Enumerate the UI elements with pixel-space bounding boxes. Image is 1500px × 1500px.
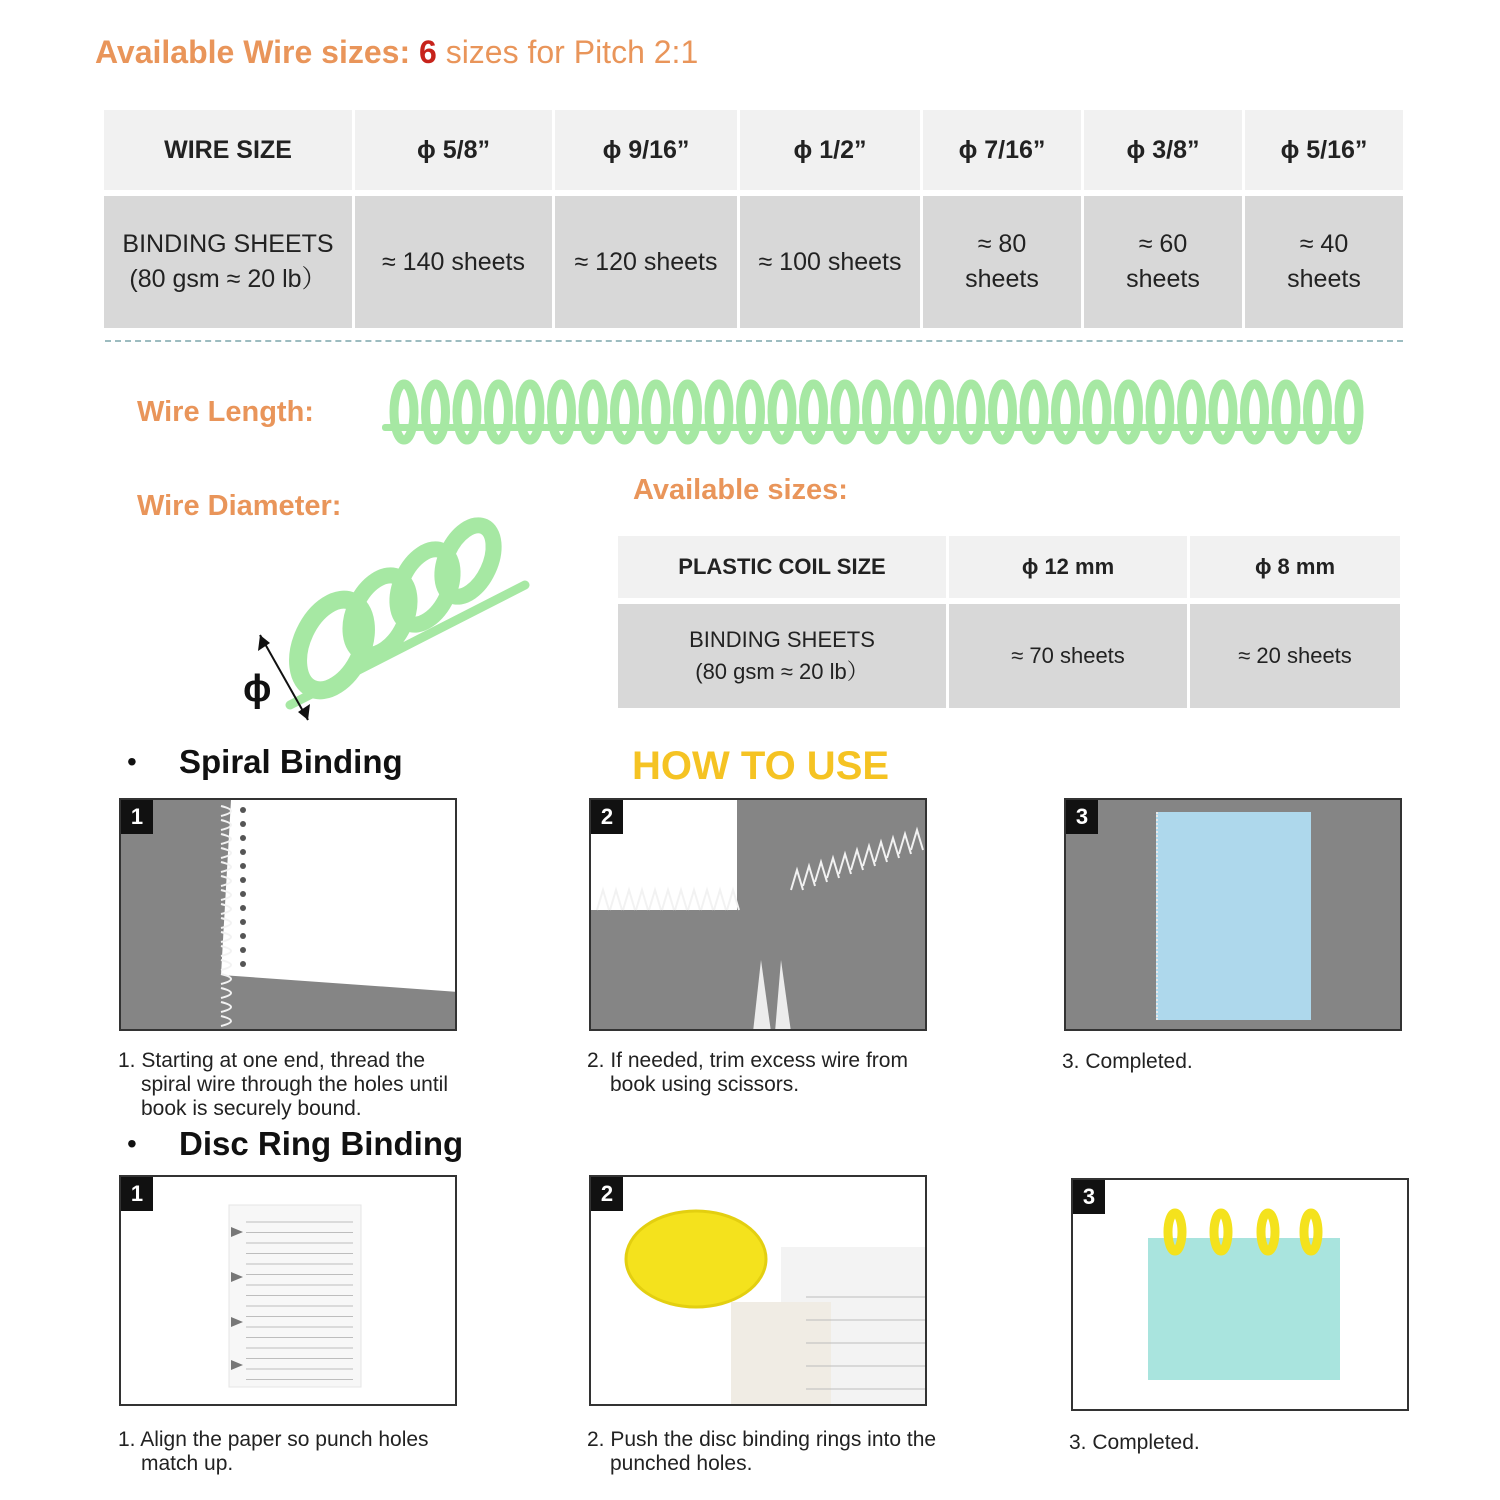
disc-ring: [626, 1211, 766, 1307]
row-label-line: BINDING SHEETS: [689, 627, 875, 652]
table-cell: [1245, 196, 1403, 328]
table-row: [104, 196, 1403, 328]
punch-hole: [240, 877, 246, 883]
step-number: 3: [1066, 800, 1098, 834]
cell-line: ≈ 140 sheets: [382, 247, 525, 276]
cell-line: ≈ 120 sheets: [574, 247, 718, 276]
disc-ring-and-paper: [591, 1177, 927, 1406]
coil-ring: [898, 384, 918, 440]
cell-line: sheets: [1287, 265, 1361, 293]
spiral-loop: [863, 846, 875, 866]
phi-symbol: ϕ: [243, 668, 272, 710]
coil-ring: [489, 384, 509, 440]
coil-ring: [457, 384, 477, 440]
coil-wire-illustration: [380, 372, 1370, 452]
punch-hole: [240, 821, 246, 827]
spiral-step-3-caption: [1062, 1050, 1362, 1074]
coil-ring: [867, 384, 887, 440]
caption-line: 3. Completed.: [1062, 1050, 1193, 1073]
cell-line: ≈ 40: [1299, 230, 1349, 258]
coil-ring: [678, 384, 698, 440]
header-cell: ϕ 12 mm: [949, 536, 1187, 598]
disc-step-2-image: [589, 1175, 927, 1406]
spiral-loop: [851, 850, 863, 870]
coil-ring: [804, 384, 824, 440]
caption-line: 2. If needed, trim excess wire from: [587, 1049, 908, 1072]
coil-ring: [1087, 384, 1107, 440]
coil-rings: [394, 384, 1359, 440]
step-number: 1: [121, 1177, 153, 1211]
row-label: [618, 604, 946, 708]
caption-line: match up.: [141, 1452, 234, 1475]
wire-size-table: [101, 104, 1406, 334]
punch-hole: [240, 933, 246, 939]
coil-ring: [741, 384, 761, 440]
header-cell: WIRE SIZE: [104, 110, 352, 190]
page-title: [95, 34, 698, 71]
spiral-loop: [887, 838, 899, 858]
row-label-line: BINDING SHEETS: [122, 230, 334, 258]
coil-ring: [772, 384, 792, 440]
spiral-loop: [221, 806, 231, 816]
coil-ring: [930, 384, 950, 440]
punch-hole: [240, 891, 246, 897]
coil-ring: [1056, 384, 1076, 440]
coil-ring: [1182, 384, 1202, 440]
cell-line: sheets: [965, 265, 1039, 293]
coil-ring: [835, 384, 855, 440]
caption-line: 1. Align the paper so punch holes: [118, 1428, 429, 1451]
table-cell: [740, 196, 920, 328]
spiral-loop: [221, 988, 231, 998]
row-label: [104, 196, 352, 328]
punch-hole: [240, 863, 246, 869]
header-cell: ϕ 9/16”: [555, 110, 737, 190]
coil-ring: [1308, 384, 1328, 440]
disc-step-1-caption: [118, 1428, 498, 1476]
caption-line: punched holes.: [610, 1452, 753, 1475]
disc-ring-binding-title: Disc Ring Binding: [179, 1125, 464, 1162]
coil-ring: [961, 384, 981, 440]
coil-diameter-illustration: [240, 515, 540, 725]
caption-line: spiral wire through the holes until: [141, 1073, 449, 1096]
coil-ring: [1339, 384, 1359, 440]
punch-hole: [240, 849, 246, 855]
step-number: 2: [591, 800, 623, 834]
caption-line: 2. Push the disc binding rings into the: [587, 1428, 937, 1451]
table-cell: ≈ 20 sheets: [1190, 604, 1400, 708]
scissors-blade: [753, 960, 771, 1031]
row-label-line: (80 gsm ≈ 20 lb）: [129, 265, 327, 293]
coil-ring: [432, 517, 504, 604]
spiral-step-1-image: [119, 798, 457, 1031]
header-cell: PLASTIC COIL SIZE: [618, 536, 946, 598]
cell-line: ≈ 80: [977, 230, 1027, 258]
cell-line: ≈ 60: [1138, 230, 1188, 258]
coil-ring: [1024, 384, 1044, 440]
blue-notebook: [1156, 812, 1311, 1020]
step-number: 3: [1073, 1180, 1105, 1214]
coil-ring: [1213, 384, 1233, 440]
coil-ring: [1150, 384, 1170, 440]
table-header-row: [104, 110, 1403, 190]
spiral-step-1-caption: [118, 1049, 498, 1121]
table-cell: [1084, 196, 1242, 328]
spiral-step-2-image: [589, 798, 927, 1031]
header-cell: ϕ 5/8”: [355, 110, 552, 190]
coil-ring: [993, 384, 1013, 440]
punch-hole: [240, 835, 246, 841]
table-row: [618, 604, 1400, 708]
paper-and-scissors: [591, 800, 927, 1031]
spiral-loop: [221, 1002, 231, 1012]
step-number: 2: [591, 1177, 623, 1211]
coil-ring: [1276, 384, 1296, 440]
cell-line: ≈ 100 sheets: [758, 247, 902, 276]
spiral-loop: [839, 854, 851, 874]
table-cell: [355, 196, 552, 328]
spiral-binding-title: Spiral Binding: [179, 743, 403, 780]
coil-ring: [394, 384, 414, 440]
coil-ring: [646, 384, 666, 440]
table-cell: ≈ 70 sheets: [949, 604, 1187, 708]
spiral-loop: [221, 1016, 231, 1026]
notebook-spiral: [1156, 812, 1162, 1020]
punch-hole: [240, 947, 246, 953]
title-suffix: sizes for Pitch 2:1: [445, 34, 699, 70]
disc-ring: [1304, 1213, 1318, 1251]
disc-step-3-image: [1071, 1178, 1409, 1411]
caption-line: book is securely bound.: [141, 1097, 362, 1120]
disc-ring: [1168, 1213, 1182, 1251]
paper-with-spiral: [121, 800, 457, 1031]
coil-ring: [426, 384, 446, 440]
disc-step-1-image: [119, 1175, 457, 1406]
header-cell: ϕ 8 mm: [1190, 536, 1400, 598]
punch-hole: [240, 919, 246, 925]
cell-line: sheets: [1126, 265, 1200, 293]
spiral-loop: [791, 870, 803, 890]
coil-ring: [520, 384, 540, 440]
coil-ring: [583, 384, 603, 440]
spiral-step-3-image: [1064, 798, 1402, 1031]
spiral-loop: [911, 830, 923, 850]
caption-line: 3. Completed.: [1069, 1431, 1200, 1454]
coil-ring: [285, 589, 380, 701]
spiral-loop: [815, 862, 827, 882]
divider: [105, 340, 1403, 342]
disc-ring: [1261, 1213, 1275, 1251]
disc-ring: [1214, 1213, 1228, 1251]
bullet: •: [127, 1128, 137, 1159]
wire-diameter-label: Wire Diameter:: [137, 490, 342, 522]
punch-hole: [240, 961, 246, 967]
disc-step-3-caption: [1069, 1431, 1369, 1455]
step-number: 1: [121, 800, 153, 834]
punch-hole: [240, 807, 246, 813]
row-label-line: (80 gsm ≈ 20 lb）: [695, 659, 869, 684]
bullet: •: [127, 746, 137, 777]
punch-hole: [240, 905, 246, 911]
table-header-row: [618, 536, 1400, 598]
disc-rings: [1073, 1180, 1409, 1411]
coil-ring: [1245, 384, 1265, 440]
how-to-use-title: HOW TO USE: [632, 744, 890, 788]
scissors-blade: [775, 960, 791, 1031]
coil-ring: [709, 384, 729, 440]
caption-line: 1. Starting at one end, thread the: [118, 1049, 426, 1072]
wire-length-label: Wire Length:: [137, 396, 314, 428]
disc-step-2-caption: [587, 1428, 967, 1476]
spiral-loop: [899, 834, 911, 854]
spiral-loop: [875, 842, 887, 862]
spiral-step-2-caption: [587, 1049, 967, 1097]
table-cell: [555, 196, 737, 328]
lined-paper: [121, 1177, 457, 1406]
spiral-loop: [827, 858, 839, 878]
size-count: 6: [419, 34, 437, 70]
available-sizes-label: Available sizes:: [633, 474, 848, 506]
coil-ring: [1119, 384, 1139, 440]
plastic-coil-table: [615, 530, 1403, 714]
caption-line: book using scissors.: [610, 1073, 800, 1096]
table-cell: [923, 196, 1081, 328]
coil-ring: [552, 384, 572, 440]
spiral-loop: [803, 866, 815, 886]
coil-ring: [615, 384, 635, 440]
header-cell: ϕ 3/8”: [1084, 110, 1242, 190]
header-cell: ϕ 1/2”: [740, 110, 920, 190]
title-prefix: Available Wire sizes:: [95, 34, 411, 70]
header-cell: ϕ 7/16”: [923, 110, 1081, 190]
header-cell: ϕ 5/16”: [1245, 110, 1403, 190]
